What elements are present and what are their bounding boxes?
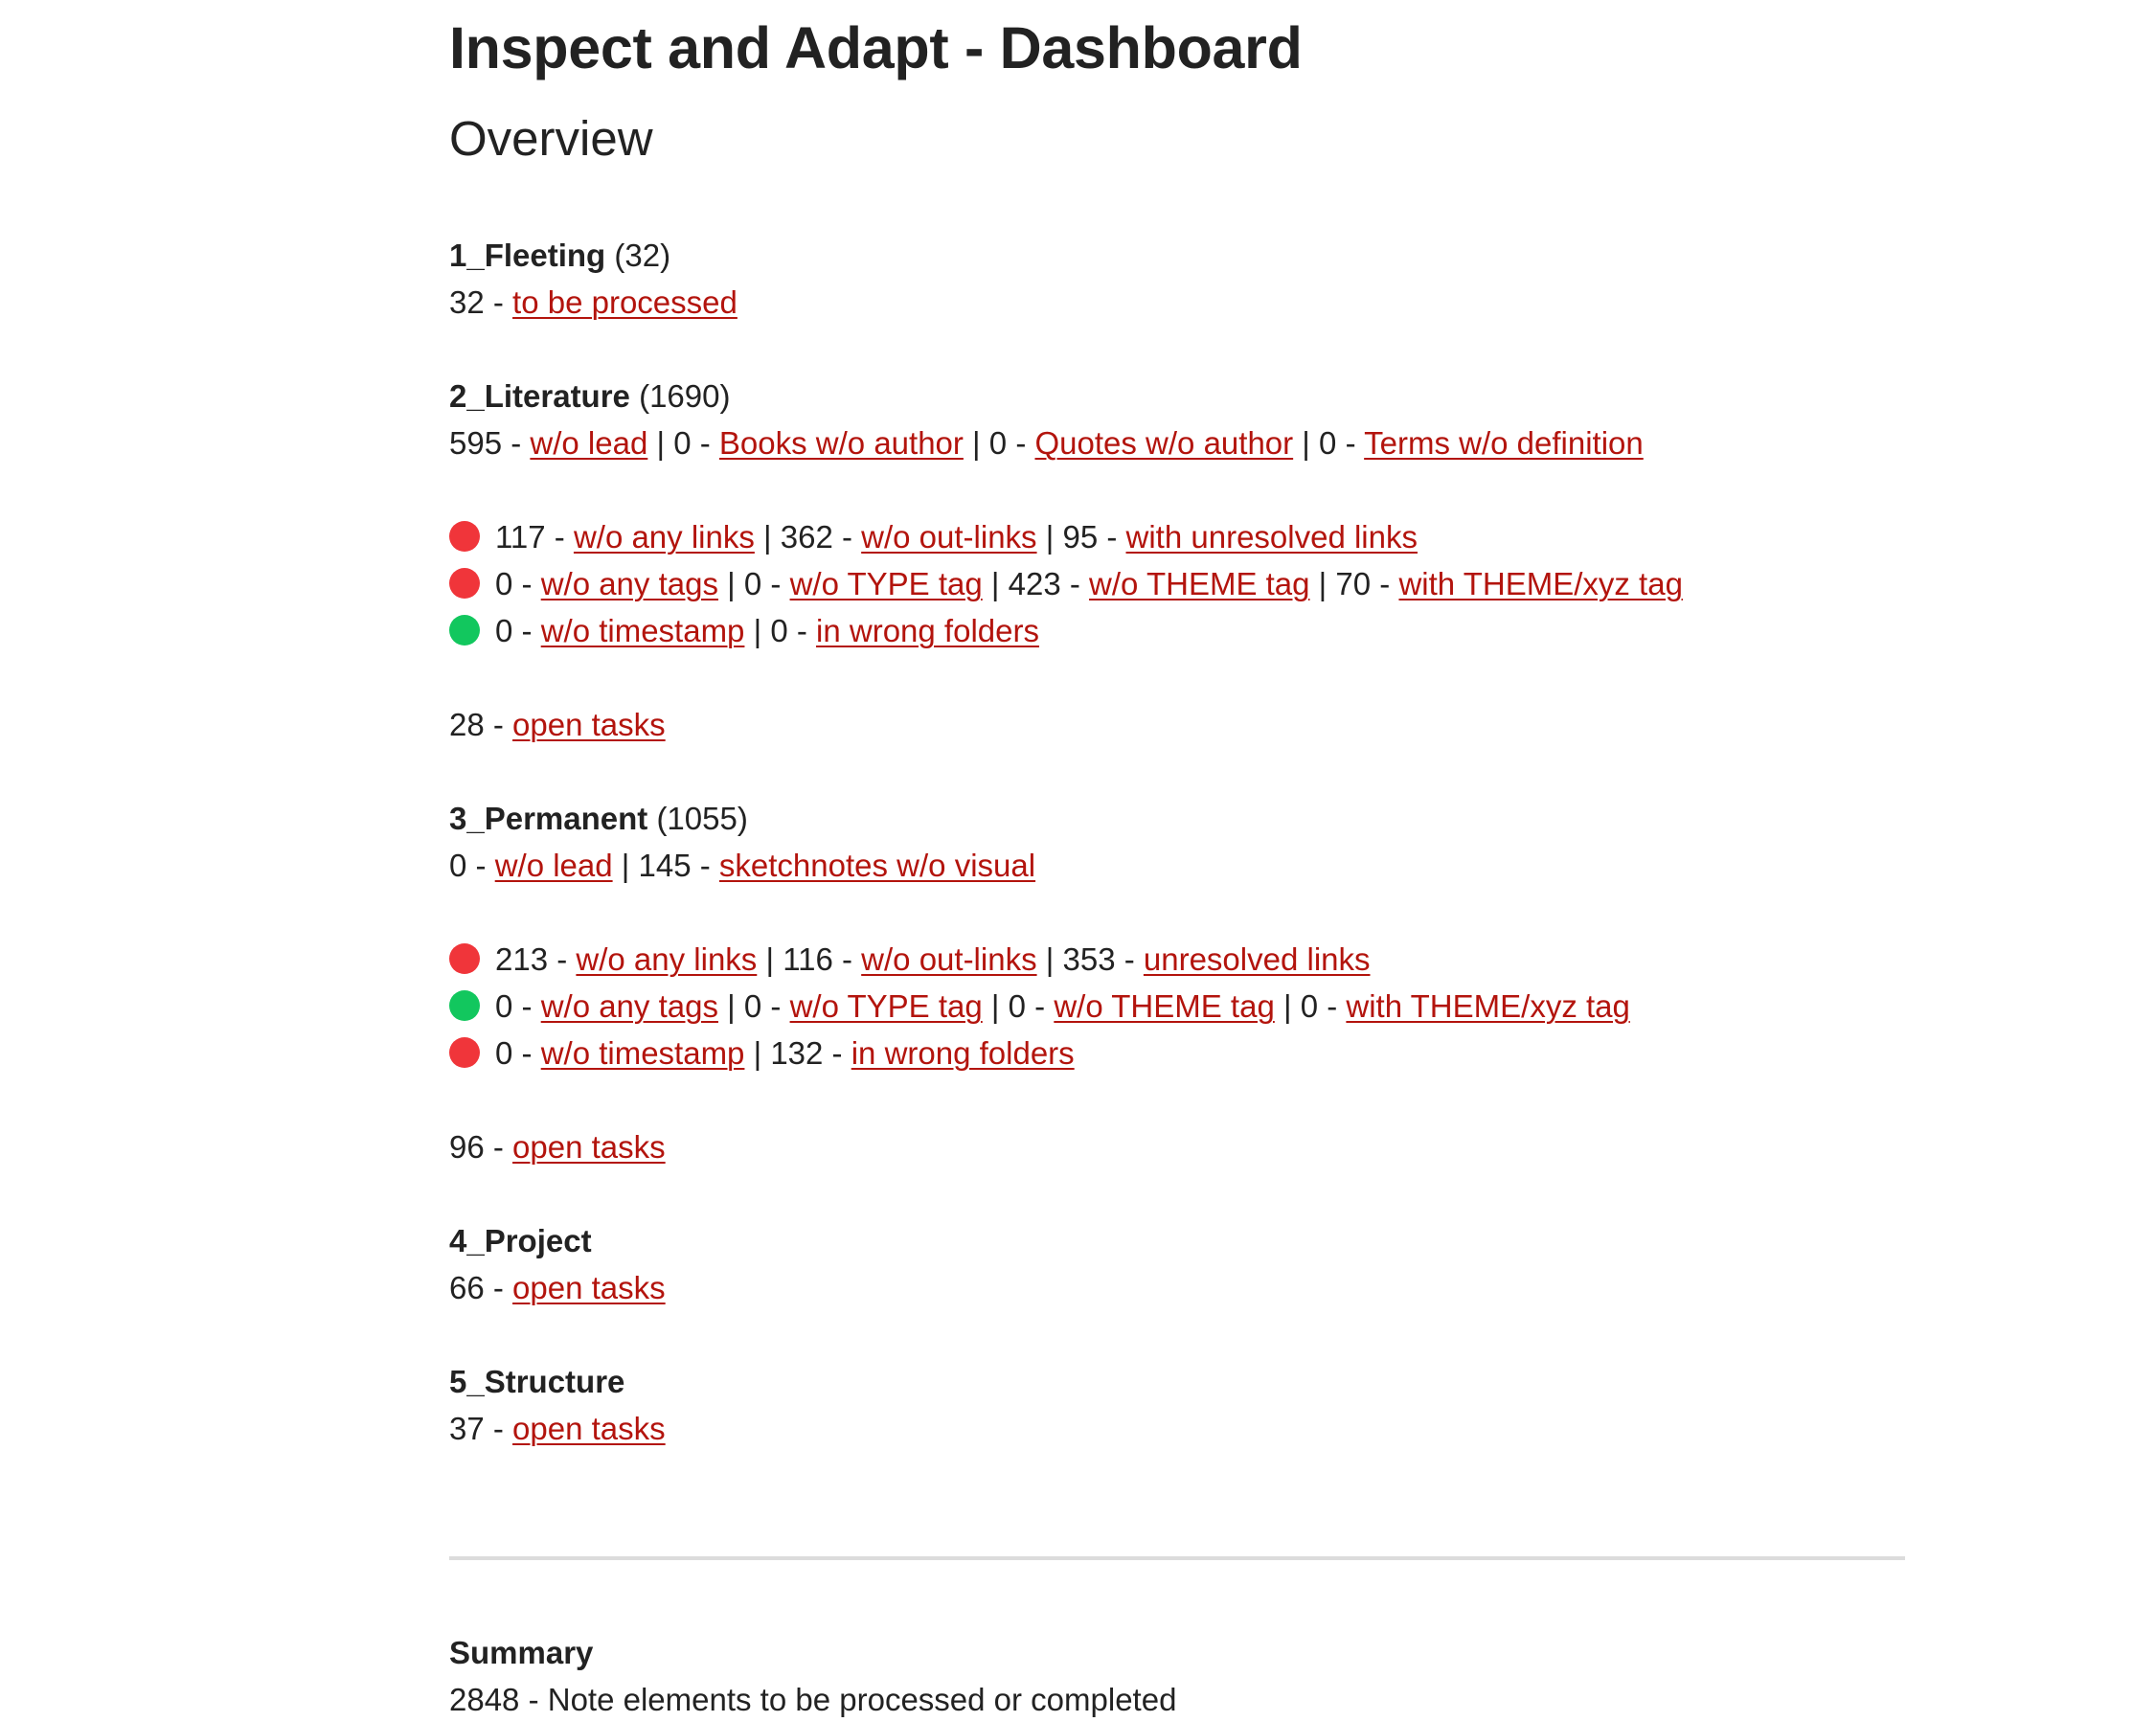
project-tasks-row bbox=[449, 1266, 666, 1310]
count-text: 595 - bbox=[449, 425, 531, 461]
wo-timestamp-link[interactable]: w/o timestamp bbox=[540, 1035, 745, 1071]
count-text: | 116 - bbox=[757, 941, 862, 977]
literature-tasks-row bbox=[449, 703, 666, 747]
section-count: (1690) bbox=[639, 378, 731, 414]
count-text: | 0 - bbox=[717, 566, 790, 601]
wo-type-tag-link[interactable]: w/o TYPE tag bbox=[789, 566, 983, 601]
section-name: 4_Project bbox=[449, 1223, 592, 1258]
section-name: 2_Literature bbox=[449, 378, 630, 414]
literature-row-links bbox=[449, 515, 1418, 559]
structure-tasks-row bbox=[449, 1407, 666, 1451]
summary-heading bbox=[449, 1631, 593, 1675]
count-text: 0 - bbox=[495, 613, 541, 648]
count-text: 117 - bbox=[495, 519, 574, 555]
structure-heading bbox=[449, 1360, 624, 1404]
count-text: 66 - bbox=[449, 1270, 513, 1305]
count-text: | 0 - bbox=[1274, 988, 1347, 1024]
section-name: 3_Permanent bbox=[449, 801, 648, 836]
section-name: 1_Fleeting bbox=[449, 238, 606, 273]
permanent-row-misc bbox=[449, 1031, 1075, 1076]
count-text: | 0 - bbox=[744, 613, 817, 648]
count-text: | 353 - bbox=[1036, 941, 1144, 977]
wo-out-links-link[interactable]: w/o out-links bbox=[861, 941, 1037, 977]
with-theme-xyz-tag-link[interactable]: with THEME/xyz tag bbox=[1346, 988, 1630, 1024]
section-count: (1055) bbox=[656, 801, 748, 836]
count-text: | 132 - bbox=[744, 1035, 851, 1071]
open-tasks-link[interactable]: open tasks bbox=[512, 1270, 666, 1305]
overview-heading: Overview bbox=[449, 111, 653, 166]
permanent-tasks-row bbox=[449, 1125, 666, 1169]
count-text: 213 - bbox=[495, 941, 577, 977]
literature-row-lead bbox=[449, 421, 1644, 465]
in-wrong-folders-link[interactable]: in wrong folders bbox=[816, 613, 1039, 648]
wo-lead-link[interactable]: w/o lead bbox=[494, 848, 613, 883]
in-wrong-folders-link[interactable]: in wrong folders bbox=[851, 1035, 1075, 1071]
open-tasks-link[interactable]: open tasks bbox=[512, 707, 666, 742]
count-text: | 423 - bbox=[982, 566, 1090, 601]
literature-heading bbox=[449, 374, 730, 419]
wo-out-links-link[interactable]: w/o out-links bbox=[861, 519, 1037, 555]
section-name: Summary bbox=[449, 1635, 594, 1670]
to-be-processed-link[interactable]: to be processed bbox=[512, 284, 738, 320]
status-dot-icon bbox=[449, 1037, 480, 1068]
wo-type-tag-link[interactable]: w/o TYPE tag bbox=[789, 988, 983, 1024]
count-text: | 0 - bbox=[982, 988, 1055, 1024]
count-text: | 145 - bbox=[612, 848, 719, 883]
divider bbox=[449, 1556, 1905, 1560]
wo-theme-tag-link[interactable]: w/o THEME tag bbox=[1054, 988, 1275, 1024]
count-text: 0 - bbox=[495, 1035, 541, 1071]
fleeting-heading bbox=[449, 234, 670, 278]
literature-row-misc bbox=[449, 609, 1039, 653]
wo-lead-link[interactable]: w/o lead bbox=[530, 425, 648, 461]
permanent-row-links bbox=[449, 938, 1371, 982]
count-text: 0 - bbox=[449, 848, 495, 883]
terms-wo-definition-link[interactable]: Terms w/o definition bbox=[1364, 425, 1644, 461]
count-text: 0 - bbox=[495, 988, 541, 1024]
count-text: | 0 - bbox=[963, 425, 1035, 461]
count-text: 28 - bbox=[449, 707, 513, 742]
literature-row-tags bbox=[449, 562, 1683, 606]
count-text: 0 - bbox=[495, 566, 541, 601]
count-text: | 70 - bbox=[1309, 566, 1399, 601]
sketchnotes-wo-visual-link[interactable]: sketchnotes w/o visual bbox=[718, 848, 1036, 883]
wo-timestamp-link[interactable]: w/o timestamp bbox=[540, 613, 745, 648]
status-dot-icon bbox=[449, 521, 480, 552]
wo-any-links-link[interactable]: w/o any links bbox=[573, 519, 755, 555]
section-count: (32) bbox=[614, 238, 671, 273]
quotes-wo-author-link[interactable]: Quotes w/o author bbox=[1034, 425, 1294, 461]
wo-any-tags-link[interactable]: w/o any tags bbox=[540, 566, 718, 601]
status-dot-icon bbox=[449, 943, 480, 974]
section-name: 5_Structure bbox=[449, 1364, 625, 1399]
open-tasks-link[interactable]: open tasks bbox=[512, 1411, 666, 1446]
status-dot-icon bbox=[449, 568, 480, 599]
with-unresolved-links-link[interactable]: with unresolved links bbox=[1125, 519, 1418, 555]
page-title: Inspect and Adapt - Dashboard bbox=[449, 15, 1303, 80]
count-text: 32 - bbox=[449, 284, 513, 320]
project-heading bbox=[449, 1219, 592, 1263]
count-text: 96 - bbox=[449, 1129, 513, 1165]
count-text: | 0 - bbox=[1293, 425, 1365, 461]
open-tasks-link[interactable]: open tasks bbox=[512, 1129, 666, 1165]
wo-any-links-link[interactable]: w/o any links bbox=[576, 941, 758, 977]
summary-text: 2848 - Note elements to be processed or completed bbox=[449, 1682, 1177, 1717]
permanent-heading bbox=[449, 797, 748, 841]
count-text: | 0 - bbox=[717, 988, 790, 1024]
count-text: | 0 - bbox=[647, 425, 719, 461]
books-wo-author-link[interactable]: Books w/o author bbox=[718, 425, 964, 461]
unresolved-links-link[interactable]: unresolved links bbox=[1143, 941, 1371, 977]
permanent-row-tags bbox=[449, 985, 1630, 1029]
status-dot-icon bbox=[449, 615, 480, 646]
wo-any-tags-link[interactable]: w/o any tags bbox=[540, 988, 718, 1024]
status-dot-icon bbox=[449, 990, 480, 1021]
fleeting-row bbox=[449, 281, 738, 325]
count-text: | 362 - bbox=[754, 519, 862, 555]
count-text: | 95 - bbox=[1036, 519, 1126, 555]
count-text: 37 - bbox=[449, 1411, 513, 1446]
wo-theme-tag-link[interactable]: w/o THEME tag bbox=[1089, 566, 1310, 601]
permanent-row-lead bbox=[449, 844, 1035, 888]
with-theme-xyz-tag-link[interactable]: with THEME/xyz tag bbox=[1398, 566, 1683, 601]
